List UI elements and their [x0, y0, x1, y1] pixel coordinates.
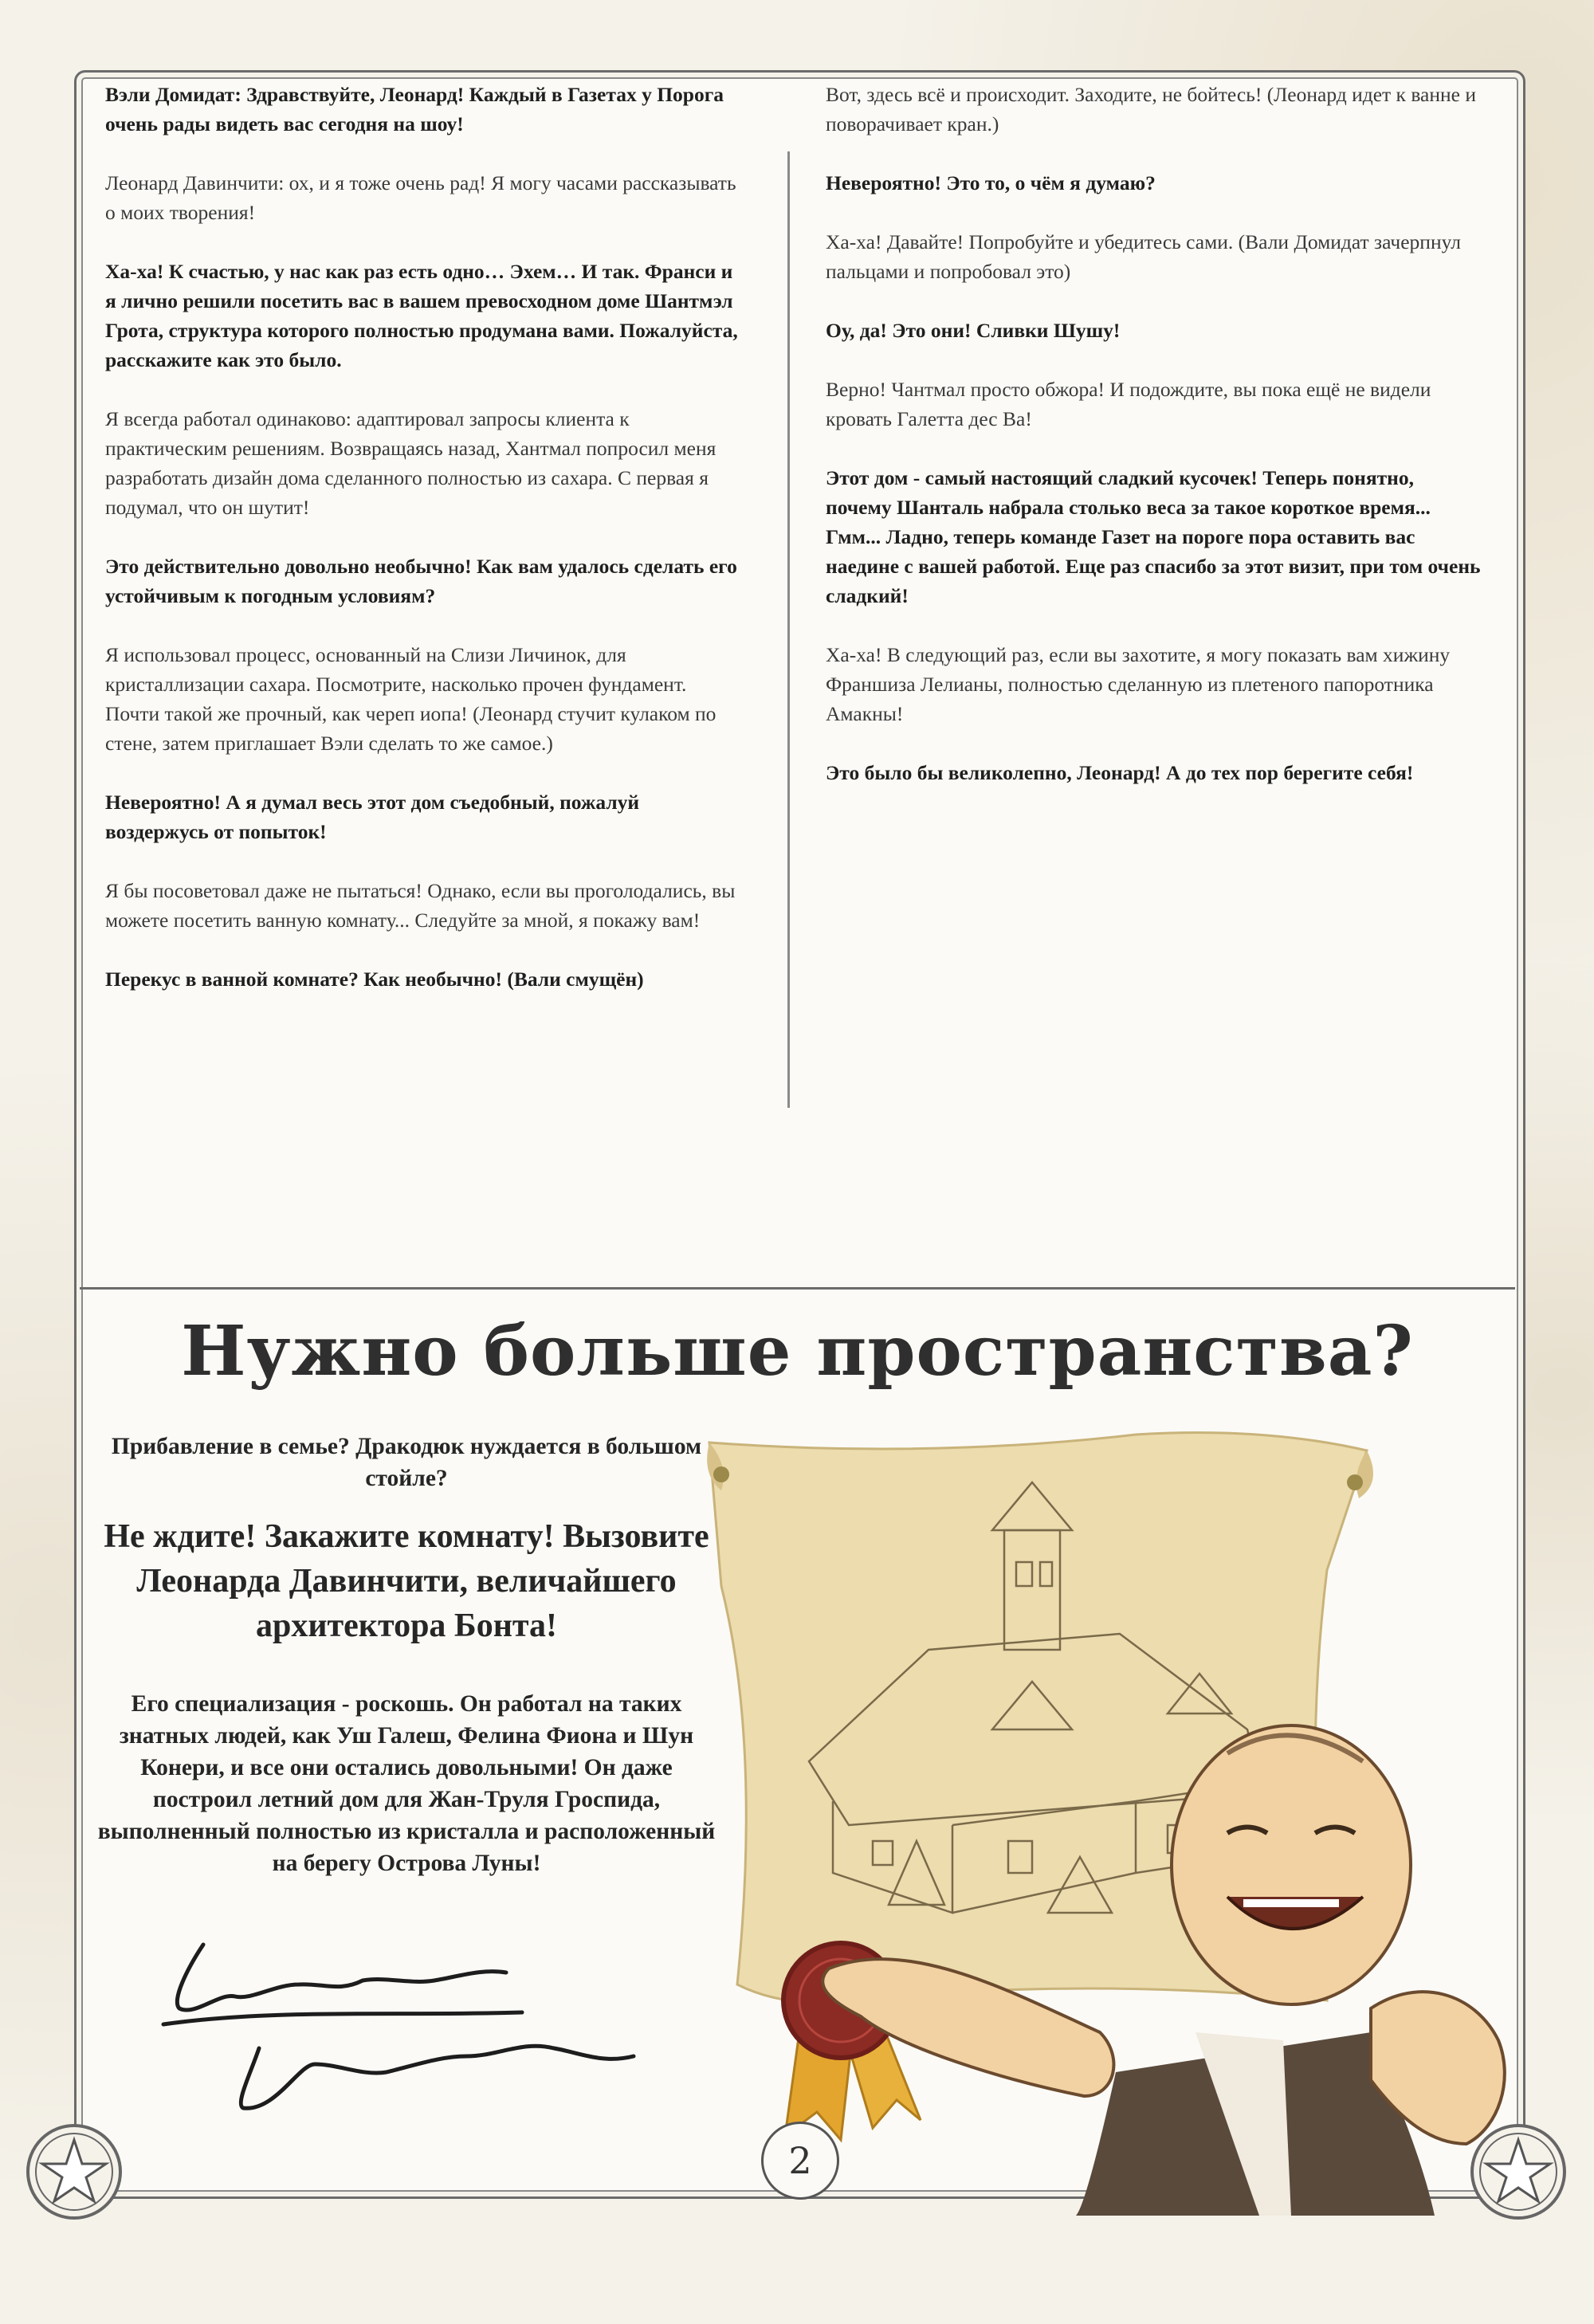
- interview-paragraph: Невероятно! Это то, о чём я думаю?: [826, 171, 1156, 194]
- interview-paragraph: Верно! Чантмал просто обжора! И подождите, вы пока ещё не видели кровать Галетта дес Ва!: [826, 378, 1431, 430]
- interview-paragraph: Леонард Давинчити: ох, и я тоже очень рад! Я могу часами рассказывать о моих творения!: [105, 171, 736, 224]
- ad-subtitle: Прибавление в семье? Дракодюк нуждается в большом стойле?: [111, 1434, 702, 1491]
- ad-title: Нужно больше пространства?: [181, 1311, 1414, 1392]
- ad-body: Его специализация - роскошь. Он работал на таких знатных людей, как Уш Галеш, Фелина Фиона и Шун Конери, и все они остались довольными! Он даже построил летний дом для Жан-Труля Гроспида, выполненный полностью из кристалла и расположенный на берегу Острова Луны!: [97, 1691, 716, 1876]
- interview-paragraph: Этот дом - самый настоящий сладкий кусочек! Теперь понятно, почему Шанталь набрала столько веса за такое короткое время... Гмм... Ладно, теперь команде Газет на пороге пора оставить вас наедине с вашей работой. Еще раз спасибо за этот визит, при том очень сладкий!: [826, 466, 1481, 607]
- interview-paragraph: Я использовал процесс, основанный на Слизи Личинок, для кристаллизации сахара. Посмотрите, насколько прочен фундамент. Почти такой же прочный, как череп иопа! (Леонард стучит кулаком по стене, затем приглашает Вэли сделать то же самое.): [105, 643, 717, 755]
- leonard-signature-icon: [155, 1937, 665, 2120]
- interview-paragraph: Вэли Домидат: Здравствуйте, Леонард! Каждый в Газетах у Порога очень рады видеть вас сегодня на шоу!: [105, 83, 724, 135]
- interview-paragraph: Это было бы великолепно, Леонард! А до тех пор берегите себя!: [826, 761, 1414, 784]
- leonard-character-illustration: [813, 1698, 1546, 2216]
- interview-paragraph: Я всегда работал одинаково: адаптировал запросы клиента к практическим решениям. Возвращаясь назад, Хантмал попросил меня разработать дизайн дома сделанного полностью из сахара. С первая я подумал, что он шутит!: [105, 407, 717, 519]
- column-divider: [787, 151, 790, 1108]
- interview-paragraph: Невероятно! А я думал весь этот дом съедобный, пожалуй воздержусь от попыток!: [105, 791, 640, 843]
- page-number: 2: [761, 2122, 839, 2200]
- interview-paragraph: Это действительно довольно необычно! Как вам удалось сделать его устойчивым к погодным условиям?: [105, 555, 737, 607]
- interview-paragraph: Перекус в ванной комнате? Как необычно! (Вали смущён): [105, 968, 644, 991]
- interview-paragraph: Ха-ха! Давайте! Попробуйте и убедитесь сами. (Вали Домидат зачерпнул пальцами и попробовал это): [826, 230, 1461, 283]
- interview-paragraph: Я бы посоветовал даже не пытаться! Однако, если вы проголодались, вы можете посетить ванную комнату... Следуйте за мной, я покажу вам!: [105, 879, 736, 932]
- interview-paragraph: Ха-ха! К счастью, у нас как раз есть одно… Эхем… И так. Франси и я лично решили посетить вас в вашем превосходном доме Шантмэл Грота, структура которого полностью продумана вами. Пожалуйста, расскажите как это было.: [105, 260, 738, 371]
- interview-left-column: [105, 80, 743, 1023]
- flower-emblem-icon: [1466, 2120, 1570, 2224]
- flower-emblem-icon: [22, 2120, 126, 2224]
- interview-paragraph: Оу, да! Это они! Сливки Шушу!: [826, 319, 1121, 342]
- ad-call-to-action: Не ждите! Закажите комнату! Вызовите Леонарда Давинчити, величайшего архитектора Бонта!: [104, 1518, 709, 1644]
- interview-paragraph: Вот, здесь всё и происходит. Заходите, не бойтесь! (Леонард идет к ванне и поворачивает кран.): [826, 83, 1476, 135]
- interview-paragraph: Ха-ха! В следующий раз, если вы захотите, я могу показать вам хижину Франшиза Лелианы, полностью сделанную из плетеного папоротника Амакны!: [826, 643, 1451, 725]
- interview-right-column: [826, 80, 1483, 817]
